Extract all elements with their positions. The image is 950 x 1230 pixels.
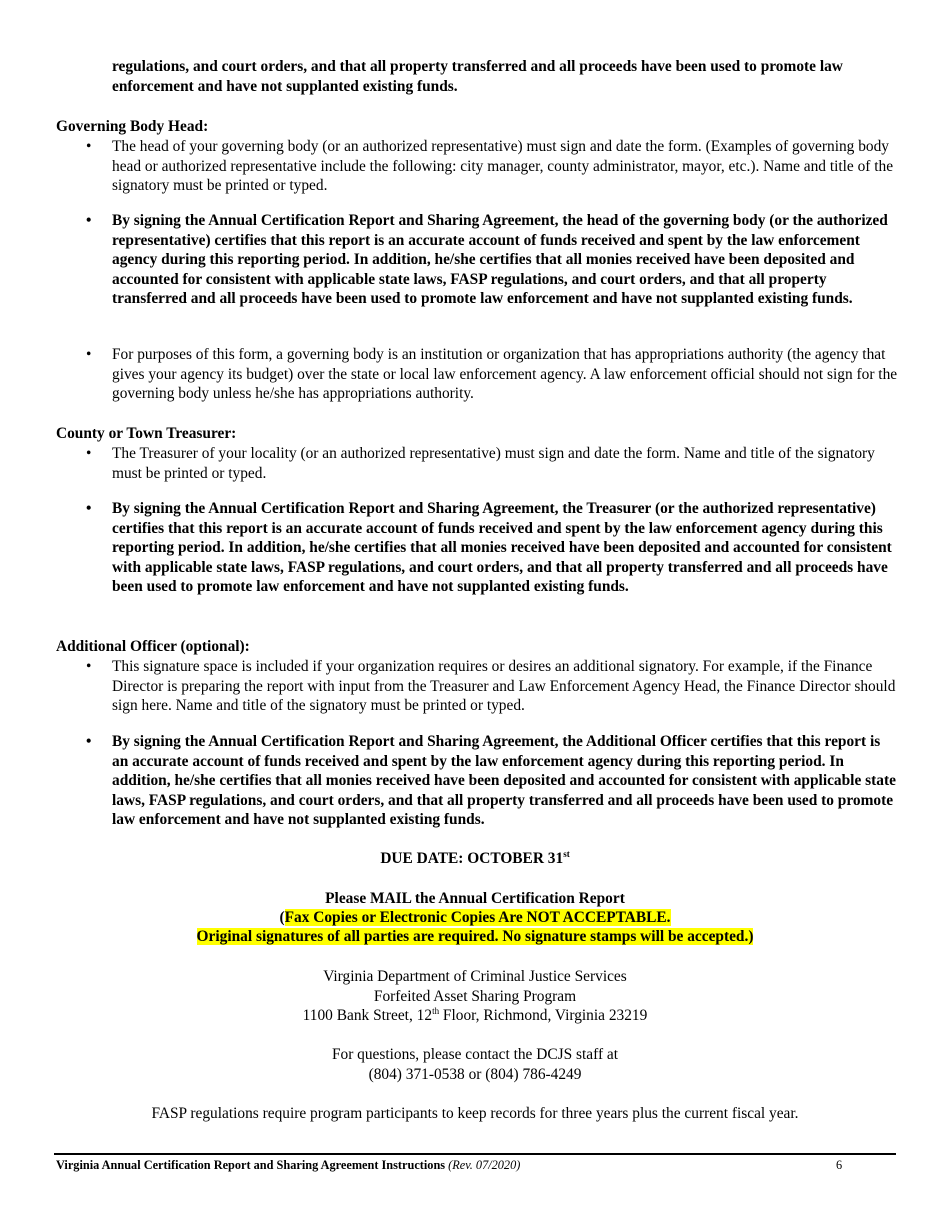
continued-paragraph: regulations, and court orders, and that all property transferred and all proceeds have been used to promote law enforcement and have not supplanted existing funds. — [112, 58, 843, 95]
mail-instruction: Please MAIL the Annual Certification Report — [325, 890, 625, 907]
bullet-treasurer-2: • By signing the Annual Certification Report and Sharing Agreement, the Treasurer (or the authorized representative) certifies that this report is an accurate account of funds received and spent by the law enforcement agency during this reporting period. In addition, he/she certifies that all monies received have been deposited and accounted for consistent with applicable state laws, FASP regulations, and court orders, and that all property transferred and all proceeds have been used to promote law enforcement and have not supplanted existing funds. — [112, 499, 900, 597]
contact-phones: (804) 371-0538 or (804) 786-4249 — [368, 1066, 582, 1083]
bullet-treasurer-1: • The Treasurer of your locality (or an authorized representative) must sign and date the form. Name and title of the signatory must be printed or typed. — [112, 444, 900, 483]
bullet-additional-officer-2: • By signing the Annual Certification Report and Sharing Agreement, the Additional Officer certifies that this report is an accurate account of funds received and spent by the law enforcement agency during this reporting period. In addition, he/she certifies that all monies received have been deposited and accounted for consistent with applicable state laws, FASP regulations, and court orders, and that all property transferred and all proceeds have been used to promote law enforcement and have not supplanted existing funds. — [112, 732, 900, 830]
section-heading-treasurer: County or Town Treasurer: — [56, 425, 237, 442]
signature-warning: Original signatures of all parties are required. No signature stamps will be accepted.) — [196, 928, 754, 945]
address-line-1: Virginia Department of Criminal Justice Services — [323, 968, 627, 985]
bullet-governing-body-2: • By signing the Annual Certification Report and Sharing Agreement, the head of the governing body (or the authorized representative) certifies that this report is an accurate account of funds received and spent by the law enforcement agency during this reporting period. In addition, he/she certifies that all monies received have been deposited and accounted for consistent with applicable state laws, FASP regulations, and court orders, and that all property transferred and all proceeds have been used to promote law enforcement and have not supplanted existing funds. — [112, 211, 900, 309]
due-date: DUE DATE: OCTOBER 31st — [380, 848, 570, 867]
address-line-3: 1100 Bank Street, 12th Floor, Richmond, Virginia 23219 — [302, 1005, 648, 1024]
address-line-2: Forfeited Asset Sharing Program — [373, 988, 577, 1005]
bullet-additional-officer-1: • This signature space is included if your organization requires or desires an additional signatory. For example, if the Finance Director is preparing the report with input from the Treasurer and Law Enforcement Agency Head, the Finance Director should sign here. Name and title of the signatory must be printed or typed. — [112, 657, 900, 716]
page-number: 6 — [836, 1158, 843, 1172]
contact-line-1: For questions, please contact the DCJS staff at — [331, 1046, 619, 1063]
fax-warning: (Fax Copies or Electronic Copies Are NOT ACCEPTABLE. — [279, 909, 671, 926]
section-heading-governing-body: Governing Body Head: — [56, 118, 209, 135]
bullet-governing-body-3: • For purposes of this form, a governing body is an institution or organization that has appropriations authority (the agency that gives your agency its budget) over the state or local law enforcement agency. A law enforcement official should not sign for the governing body unless he/she has appropriations authority. — [112, 345, 900, 404]
records-note: FASP regulations require program participants to keep records for three years plus the current fiscal year. — [151, 1105, 799, 1122]
footer-title: Virginia Annual Certification Report and Sharing Agreement Instructions (Rev. 07/2020) — [56, 1158, 521, 1172]
bullet-governing-body-1: • The head of your governing body (or an authorized representative) must sign and date the form. (Examples of governing body head or authorized representative include the following: city manager, county administrator, mayor, etc.). Name and title of the signatory must be printed or typed. — [112, 137, 900, 196]
footer-divider — [54, 1153, 896, 1155]
section-heading-additional-officer: Additional Officer (optional): — [56, 638, 250, 655]
